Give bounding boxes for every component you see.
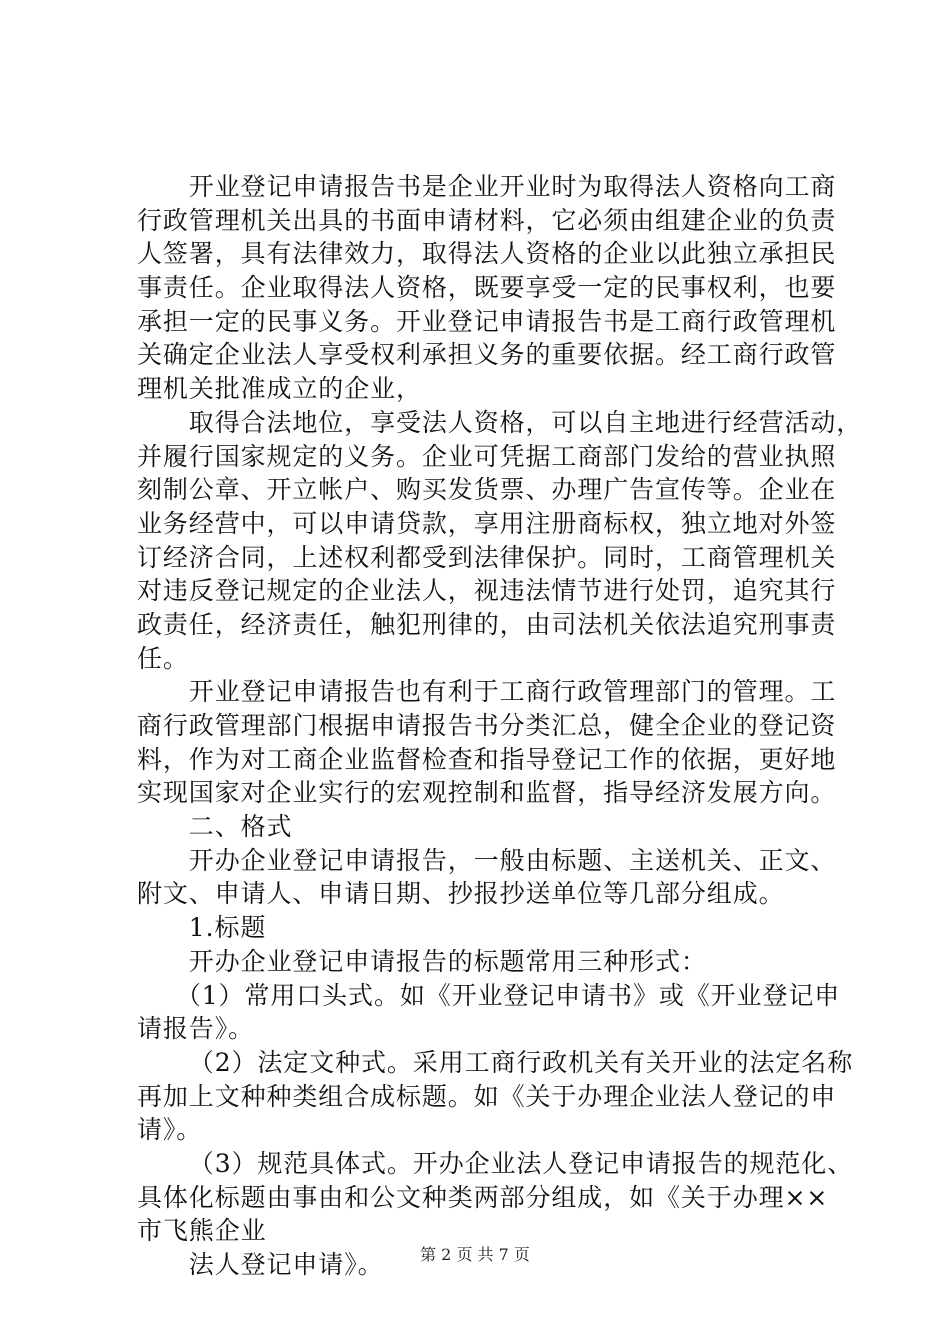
text-line: 实现国家对企业实行的宏观控制和监督，指导经济发展方向。 [137, 778, 837, 808]
text-line: 任。 [137, 643, 189, 673]
text-line: 事责任。企业取得法人资格，既要享受一定的民事权利，也要 [137, 273, 837, 303]
text-line: 市飞熊企业 [137, 1216, 267, 1246]
text-line: （3）规范具体式。开办企业法人登记申请报告的规范化、 [188, 1148, 854, 1178]
text-line: 请》。 [137, 1115, 203, 1145]
text-line: 业务经营中，可以申请贷款，享用注册商标权，独立地对外签 [137, 508, 837, 538]
text-line: 承担一定的民事义务。开业登记申请报告书是工商行政管理机 [137, 306, 837, 336]
text-line: 政责任，经济责任，触犯刑律的，由司法机关依法追究刑事责 [137, 609, 837, 639]
text-line: 1.标题 [188, 913, 267, 943]
document-body [137, 170, 863, 1282]
text-line: 开办企业登记申请报告的标题常用三种形式： [188, 946, 707, 976]
text-line: 订经济合同，上述权利都受到法律保护。同时，工商管理机关 [137, 542, 837, 572]
text-line: 具体化标题由事由和公文种类两部分组成，如《关于办理×× [137, 1182, 829, 1212]
text-line: 法人登记申请》。 [188, 1250, 384, 1279]
page-footer: 第 2 页 共 7 页 [420, 1245, 530, 1264]
text-line: 附文、申请人、申请日期、抄报抄送单位等几部分组成。 [137, 879, 785, 909]
text-line: 二、格式 [188, 812, 293, 842]
text-line: 商行政管理部门根据申请报告书分类汇总，健全企业的登记资 [137, 711, 837, 740]
text-line: 开业登记申请报告也有利于工商行政管理部门的管理。工 [188, 677, 837, 707]
text-line: 取得合法地位，享受法人资格，可以自主地进行经营活动， [188, 407, 863, 437]
text-line: 人签署，具有法律效力，取得法人资格的企业以此独立承担民 [137, 239, 837, 269]
text-line: 开办企业登记申请报告，一般由标题、主送机关、正文、 [188, 845, 837, 875]
text-line: （2）法定文种式。采用工商行政机关有关开业的法定名称 [188, 1047, 854, 1077]
text-line: （1）常用口头式。如《开业登记申请书》或《开业登记申 [175, 980, 841, 1010]
text-line: 刻制公章、开立帐户、购买发货票、办理广告宣传等。企业在 [137, 475, 837, 505]
text-line: 并履行国家规定的义务。企业可凭据工商部门发给的营业执照 [137, 441, 837, 471]
text-line: 关确定企业法人享受权利承担义务的重要依据。经工商行政管 [137, 340, 837, 370]
text-line: 对违反登记规定的企业法人，视违法情节进行处罚，追究其行 [137, 576, 837, 606]
text-line: 再加上文种种类组合成标题。如《关于办理企业法人登记的申 [137, 1081, 837, 1111]
text-line: 行政管理机关出具的书面申请材料，它必须由组建企业的负责 [137, 205, 837, 235]
text-line: 料，作为对工商企业监督检查和指导登记工作的依据，更好地 [137, 744, 837, 774]
text-line: 请报告》。 [137, 1014, 255, 1044]
text-line: 理机关批准成立的企业， [137, 374, 422, 404]
text-line: 开业登记申请报告书是企业开业时为取得法人资格向工商 [188, 172, 837, 201]
